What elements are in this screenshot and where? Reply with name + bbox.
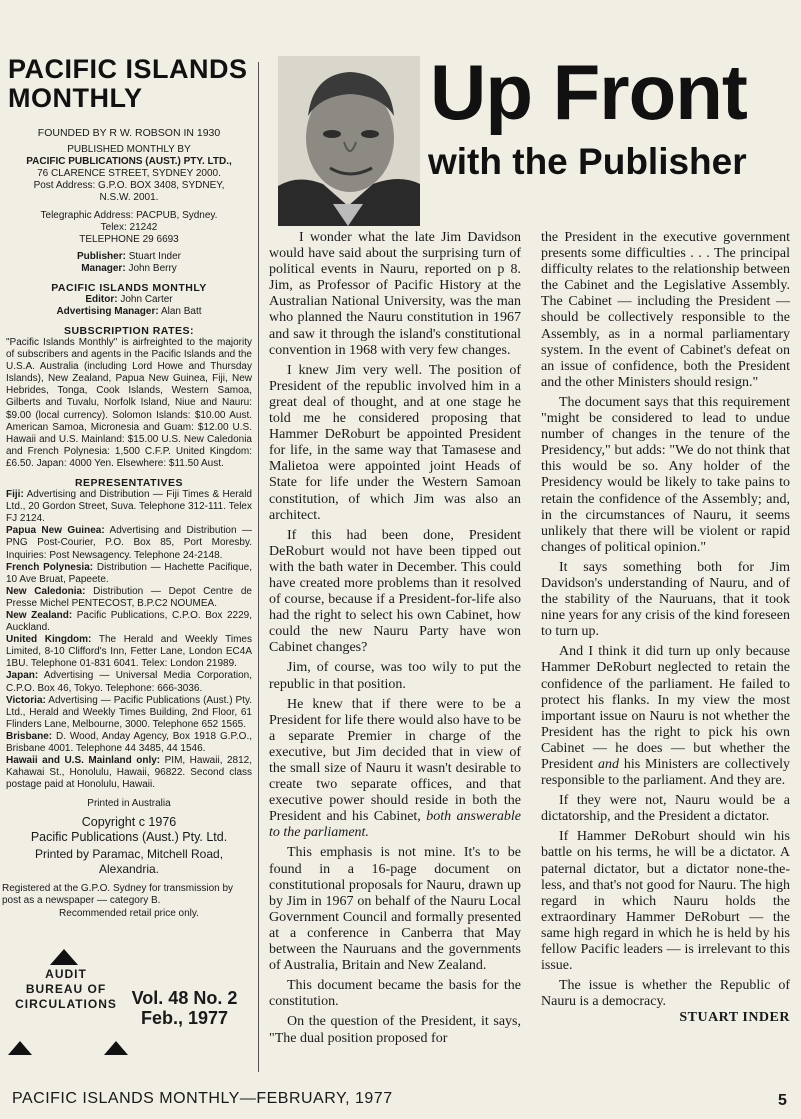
paragraph-12: If they were not, Nauru would be a dictatorship, and the President a dictator. (541, 793, 790, 825)
adman-name: Alan Batt (160, 306, 202, 317)
paragraph-9: The document says that this requirement "might be considered to lead to undue number of changes in the tenure of the Presidency," but adds: "We do not think that this would be so. Any holder of the Presidency would be likely to take pains to retain the confidence of the Assembly; and, in the circumstances of Nauru, it seems unlikely that there will be violent or rapid changes of political opinion." (541, 394, 790, 555)
telex: Telex: 21242 (100, 222, 158, 233)
telephone: TELEPHONE 29 6693 (79, 234, 179, 245)
published-by: PUBLISHED MONTHLY BY (67, 144, 191, 155)
representative-text: D. Wood, Anday Agency, Box 1918 G.P.O., Brisbane 4001. Telephone 44 3485, 44 1546. (6, 730, 253, 754)
representatives-heading: REPRESENTATIVES (74, 477, 184, 490)
nsw-line: N.S.W. 2001. (99, 192, 159, 203)
article-column-1 (269, 230, 521, 1051)
representative-text: PIM, Hawaii, 2812, Kahawai St., Honolulu, Hawaii, 96822. Second class postage paid at Honolulu, Hawaii. (6, 755, 252, 791)
audit-line3: CIRCULATIONS (15, 997, 117, 1011)
italic-and: and (597, 757, 619, 772)
audit-line2: BUREAU OF (25, 982, 107, 996)
representative-text: Advertising — Pacific Publications (Aust.) Pty. Ltd., Herald and Weekly Times Building, 2nd Floor, 61 Flinders Lane, Melbourne, 3000. Telephone 652 1565. (6, 694, 252, 730)
issue-info (112, 988, 257, 1028)
representative-label: New Caledonia: (6, 585, 86, 597)
subscription-heading: SUBSCRIPTION RATES: (63, 325, 195, 337)
representative-entry (6, 610, 252, 634)
representative-label: Fiji: (6, 489, 24, 501)
representative-text: Advertising and Distribution — Fiji Times & Herald Ltd., 20 Gordon Street, Suva. Telephone 312-111. Telex FJ 2124. (6, 489, 252, 525)
publisher-name: Stuart Inder (128, 251, 181, 262)
representative-entry (6, 755, 252, 791)
publisher-portrait (278, 56, 420, 226)
masthead-line1: PACIFIC ISLANDS (8, 54, 248, 84)
publisher-line (0, 251, 258, 263)
representative-label: Hawaii and U.S. Mainland only: (6, 755, 161, 767)
paragraph-continued: the President in the executive government presents some difficulties . . . The principal difficulty relates to the relationship between the Cabinet and the Legislative Assembly. The Cabinet — including the President — should be collectively responsible to the Assembly, as in a normal parliamentary system. In the event of Cabinet's defeat on an issue of confidence, both the President and the other Ministers should resign." (541, 230, 790, 390)
printed-in: Printed in Australia (87, 798, 171, 810)
founded-line: FOUNDED BY R W. ROBSON IN 1930 (37, 127, 221, 139)
representative-label: New Zealand: (6, 609, 73, 621)
manager-line (0, 263, 258, 275)
representative-label: Victoria: (6, 694, 46, 706)
telegraphic-address: Telegraphic Address: PACPUB, Sydney. (40, 210, 218, 221)
registered: Registered at the G.P.O. Sydney for transmission by post as a newspaper — category B. (2, 883, 234, 907)
representative-label: Japan: (6, 670, 39, 682)
retail-price: Recommended retail price only. (59, 907, 199, 919)
paragraph-8: On the question of the President, it says, "The dual position proposed for (269, 1014, 521, 1046)
copyright-holder: Pacific Publications (Aust.) Pty. Ltd. (30, 830, 228, 845)
adman-label: Advertising Manager: (56, 306, 159, 317)
representative-label: United Kingdom: (6, 634, 92, 646)
emphasis-text: both answerable to the parliament. (269, 809, 521, 841)
paragraph-3: If this had been done, President DeRoburt would not have been tipped out with the bath water in December. This could have created more problems than it resolved of course, because if a President-for-life also had the right to select his own Cabinet, how could the new Nauru Party have won Cabinet changes? (269, 527, 521, 656)
representative-text: Advertising — Universal Media Corporation, C.P.O. Box 46, Tokyo. Telephone: 666-3036. (6, 670, 253, 694)
paragraph-10: It says something both for Jim Davidson's understanding of Nauru, and of the stability of the Nauruans, that it took nine years for any crisis of the kind foreseen to turn up. (541, 559, 790, 640)
representative-entry (6, 634, 252, 670)
paragraph-1: I wonder what the late Jim Davidson would have said about the surprising turn of political events in Nauru, reported on p 8. Jim, as Professor of Pacific History at the Australian National University, was the man who planned the Nauru constitution in 1967 and saw it through the island's constitutional convention in 1968 with very few changes. (269, 230, 521, 358)
masthead (8, 55, 258, 113)
representative-label: Papua New Guinea: (6, 525, 105, 537)
copyright: Copyright c 1976 (81, 815, 177, 830)
author-signature: STUART INDER (679, 1010, 790, 1026)
page-number: 5 (778, 1092, 787, 1109)
issue-date: Feb., 1977 (140, 1008, 229, 1028)
representative-text: Advertising and Distribution — PNG Post-Courier, P.O. Box 85, Port Moresby. Inquiries: Post Newsagency. Telephone 24-2148. (6, 525, 252, 561)
paragraph-2: I knew Jim very well. The position of President of the republic involved him in a great deal of thought, and at one stage he told me he considered proposing that Hammer DeRoburt be appointed President for life, in the same way that Tamasese and Malietoa were appointed joint Heads of State for life under the Western Samoan constitution, of which Jim was also an architect. (269, 362, 521, 523)
printer: Printed by Paramac, Mitchell Road, Alexandria. (34, 847, 224, 877)
article-column-2 (541, 230, 790, 1027)
paragraph-6: This emphasis is not mine. It's to be found in a 16-page document on constitutional proposals for Nauru, drawn up by Jim in 1967 on behalf of the Nauru Local Government Council and formally presented at a conference in Canberra that May between the Nauruans and the governments of Australia, Britain and New Zealand. (269, 845, 521, 974)
audit-bureau-logo (4, 945, 128, 1055)
paragraph-13: If Hammer DeRoburt should win his battle on his terms, he will be a dictator. A paternal dictator, but a dictator none-the-less, and that's not good for Nauru. The high regard in which Nauru holds the extraordinary Hammer DeRoburt — the same high regard in which he is held by his fellow Pacific leaders — is irrelevant to this issue. (541, 829, 790, 974)
audit-line1: AUDIT (45, 967, 87, 981)
representative-label: French Polynesia: (6, 561, 94, 573)
representatives-list (0, 489, 258, 791)
portrait-image (278, 56, 420, 226)
paragraph-7: This document became the basis for the constitution. (269, 978, 521, 1010)
paragraph-4: Jim, of course, was too wily to put the republic in that position. (269, 660, 521, 692)
representative-entry (6, 695, 252, 731)
postal-address: Post Address: G.P.O. BOX 3408, SYDNEY, (33, 180, 225, 191)
paragraph-11-text: And I think it did turn up only because Hammer DeRoburt neglected to retain the confidence of the parliament. He failed to protect his flanks. In my view the most important issue on Nauru is not whether the President has the right to pick his own Cabinet — he does — but whether the President (541, 644, 790, 772)
editor-line (0, 294, 258, 306)
paragraph-5-text: He knew that if there were to be a President for life there would also have to be a separate Premier in charge of the executive, but Jim decided that in view of the small size of Nauru it wasn't desirable to create two separate offices, and that executive power should reside in both the President and his Cabinet, (269, 696, 521, 825)
editor-name: John Carter (120, 294, 173, 305)
editor-label: Editor: (85, 294, 118, 305)
left-sidebar (0, 55, 258, 920)
manager-name: John Berry (128, 263, 177, 274)
representative-entry (6, 525, 252, 561)
representative-text: Distribution — Hachette Pacifique, 10 Ave Bruat, Papeete. (6, 561, 253, 585)
representative-text: Pacific Publications, C.P.O. Box 2229, Auckland. (6, 609, 252, 634)
subscription-text: "Pacific Islands Monthly" is airfreighted to the majority of subscribers and agents in the Pacific Islands and the U.S.A. Australia (including Lord Howe and Thursday Islands), New Zealand, Papua New Guinea, Fiji, New Hebrides, Tonga, Cook Islands, Western Samoa, Gilberts and Tuvalu, Norfolk Island, Niue and Nauru: $9.00 (local currency). Solomon Islands: $10.00 Aust. American Samoa, Micronesia and Guam: $12.00 U.S. Hawaii and U.S. Mainland: $15.00 U.S. New Caledonia and French Polynesia: 1,500 C.F.P. United Kingdom: £6.50. Japan: 4000 Yen. Elsewhere: $11.50 Aust. (6, 337, 252, 469)
adman-line (0, 306, 258, 318)
page-footer: PACIFIC ISLANDS MONTHLY—FEBRUARY, 1977 (12, 1090, 393, 1107)
masthead-line2: MONTHLY (8, 83, 143, 113)
headline-sub: with the Publisher (428, 141, 747, 182)
representative-entry (6, 489, 252, 525)
representative-entry (6, 731, 252, 755)
publisher-label: Publisher: (77, 251, 126, 262)
headline-main: Up Front (430, 48, 747, 136)
representative-label: Brisbane: (6, 730, 53, 742)
representative-text: The Herald and Weekly Times Limited, 8-10 Clifford's Inn, Fetter Lane, London EC4A 1BU. Telephone 01-831 6041. Telex: London 21989. (6, 634, 252, 670)
paragraph-5 (269, 697, 521, 842)
street-address: 76 CLARENCE STREET, SYDNEY 2000. (37, 168, 221, 179)
volume: Vol. 48 No. 2 (131, 988, 238, 1008)
representative-entry (6, 562, 252, 586)
column-divider (258, 62, 259, 1072)
representative-entry (6, 586, 252, 610)
staff-heading: PACIFIC ISLANDS MONTHLY (51, 282, 207, 294)
representative-entry (6, 670, 252, 694)
representative-text: Distribution — Depot Centre de Presse Michel PENTECOST, B.P.C2 NOUMEA. (6, 585, 252, 609)
manager-label: Manager: (81, 263, 126, 274)
company-name: PACIFIC PUBLICATIONS (AUST.) PTY. LTD., (26, 156, 232, 167)
paragraph-11-tail: his Ministers are collectively responsible to the parliament. And they are. (541, 757, 791, 789)
paragraph-14: The issue is whether the Republic of Nauru is a democracy. (541, 978, 790, 1010)
paragraph-11 (541, 644, 790, 789)
